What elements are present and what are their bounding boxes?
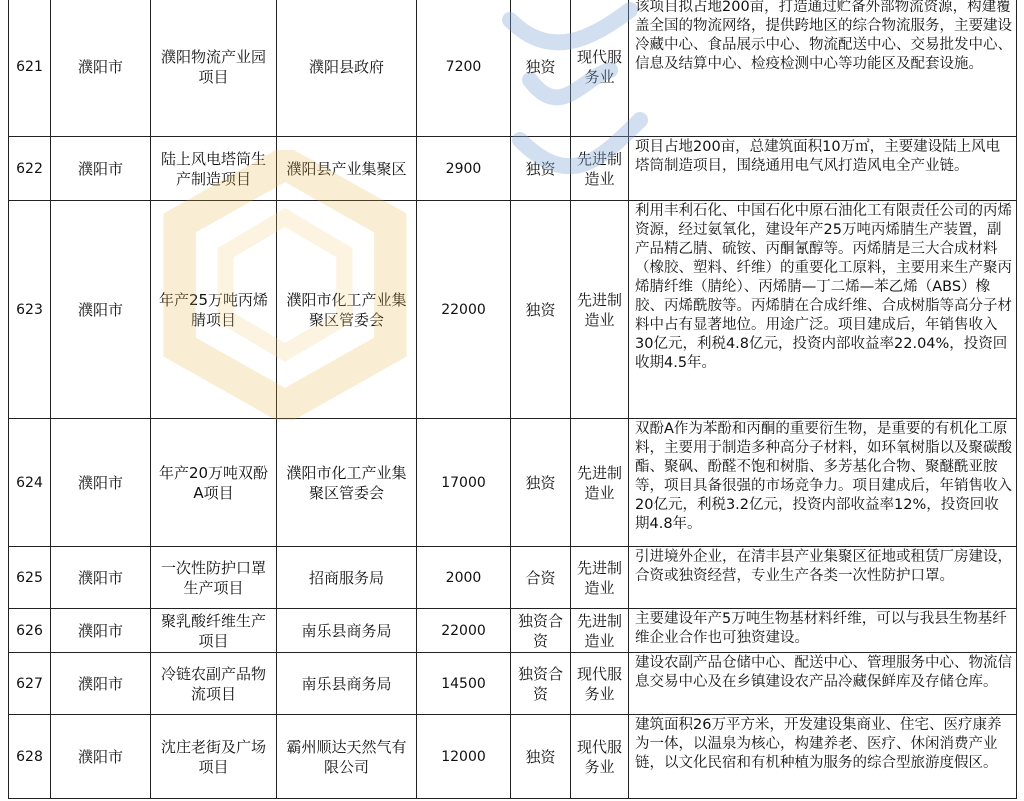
row-number: 622 xyxy=(9,137,51,201)
project-name-cell: 沈庄老街及广场项目 xyxy=(151,715,277,799)
city-cell: 濮阳市 xyxy=(51,609,151,653)
organization-cell: 濮阳市化工产业集聚区管委会 xyxy=(277,419,417,547)
table-row xyxy=(9,419,1017,547)
investment-amount-cell: 17000 xyxy=(417,419,511,547)
city-cell: 濮阳市 xyxy=(51,137,151,201)
city-cell: 濮阳市 xyxy=(51,419,151,547)
city-cell: 濮阳市 xyxy=(51,0,151,137)
description-cell: 项目占地200亩，总建筑面积10万㎡，主要建设陆上风电塔筒制造项目，围绕通用电气风打造风电全产业链。 xyxy=(629,137,1017,201)
cooperation-mode-cell: 独资 xyxy=(511,715,571,799)
project-name-cell: 年产25万吨丙烯腈项目 xyxy=(151,201,277,419)
industry-cell: 先进制造业 xyxy=(571,547,629,609)
row-number: 627 xyxy=(9,653,51,715)
description-cell: 主要建设年产5万吨生物基材料纤维，可以与我县生物基纤维企业合作也可独资建设。 xyxy=(629,609,1017,653)
city-cell: 濮阳市 xyxy=(51,547,151,609)
investment-amount-cell: 22000 xyxy=(417,609,511,653)
row-number: 625 xyxy=(9,547,51,609)
industry-cell: 先进制造业 xyxy=(571,201,629,419)
table-row xyxy=(9,653,1017,715)
organization-cell: 濮阳县政府 xyxy=(277,0,417,137)
table-row xyxy=(9,201,1017,419)
cooperation-mode-cell: 独资合资 xyxy=(511,609,571,653)
city-cell: 濮阳市 xyxy=(51,201,151,419)
organization-cell: 濮阳县产业集聚区 xyxy=(277,137,417,201)
industry-cell: 现代服务业 xyxy=(571,653,629,715)
city-cell: 濮阳市 xyxy=(51,715,151,799)
cooperation-mode-cell: 独资合资 xyxy=(511,653,571,715)
organization-cell: 濮阳市化工产业集聚区管委会 xyxy=(277,201,417,419)
project-name-cell: 年产20万吨双酚A项目 xyxy=(151,419,277,547)
project-table xyxy=(8,0,1017,799)
description-cell: 建设农副产品仓储中心、配送中心、管理服务中心、物流信息交易中心及在乡镇建设农产品冷藏保鲜库及存储仓库。 xyxy=(629,653,1017,715)
investment-amount-cell: 22000 xyxy=(417,201,511,419)
industry-cell: 先进制造业 xyxy=(571,609,629,653)
description-cell: 该项目拟占地200亩，打造通过贮备外部物流资源，构建覆盖全国的物流网络，提供跨地区的综合物流服务，主要建设冷藏中心、食品展示中心、物流配送中心、交易批发中心、信息及结算中心、检疫检测中心等功能区及配套设施。 xyxy=(629,0,1017,137)
table-row xyxy=(9,715,1017,799)
project-name-cell: 聚乳酸纤维生产项目 xyxy=(151,609,277,653)
project-name-cell: 濮阳物流产业园项目 xyxy=(151,0,277,137)
row-number: 621 xyxy=(9,0,51,137)
project-name-cell: 一次性防护口罩生产项目 xyxy=(151,547,277,609)
table-row xyxy=(9,547,1017,609)
organization-cell: 招商服务局 xyxy=(277,547,417,609)
investment-amount-cell: 12000 xyxy=(417,715,511,799)
table-row xyxy=(9,137,1017,201)
row-number: 624 xyxy=(9,419,51,547)
cooperation-mode-cell: 合资 xyxy=(511,547,571,609)
organization-cell: 霸州顺达天然气有限公司 xyxy=(277,715,417,799)
project-name-cell: 冷链农副产品物流项目 xyxy=(151,653,277,715)
investment-amount-cell: 14500 xyxy=(417,653,511,715)
investment-amount-cell: 2900 xyxy=(417,137,511,201)
investment-amount-cell: 7200 xyxy=(417,0,511,137)
organization-cell: 南乐县商务局 xyxy=(277,653,417,715)
table-row xyxy=(9,0,1017,137)
industry-cell: 先进制造业 xyxy=(571,137,629,201)
description-cell: 利用丰利石化、中国石化中原石油化工有限责任公司的丙烯资源，经过氨氧化，建设年产25万吨丙烯腈生产装置，副产品精乙腈、硫铵、丙酮氰醇等。丙烯腈是三大合成材料（橡胶、塑料、纤维）的重要化工原料，主要用来生产聚丙烯腈纤维（腈纶）、丙烯腈—丁二烯—苯乙烯（ABS）橡胶、丙烯酰胺等。丙烯腈在合成纤维、合成树脂等高分子材料中占有显著地位。用途广泛。项目建成后，年销售收入30亿元，利税4.8亿元，投资内部收益率22.04%，投资回收期4.5年。 xyxy=(629,201,1017,419)
cooperation-mode-cell: 独资 xyxy=(511,0,571,137)
investment-amount-cell: 2000 xyxy=(417,547,511,609)
industry-cell: 现代服务业 xyxy=(571,0,629,137)
cooperation-mode-cell: 独资 xyxy=(511,137,571,201)
organization-cell: 南乐县商务局 xyxy=(277,609,417,653)
industry-cell: 现代服务业 xyxy=(571,715,629,799)
city-cell: 濮阳市 xyxy=(51,653,151,715)
row-number: 626 xyxy=(9,609,51,653)
project-table-sheet xyxy=(8,0,1016,799)
row-number: 628 xyxy=(9,715,51,799)
table-row xyxy=(9,609,1017,653)
cooperation-mode-cell: 独资 xyxy=(511,201,571,419)
cooperation-mode-cell: 独资 xyxy=(511,419,571,547)
row-number: 623 xyxy=(9,201,51,419)
description-cell: 引进境外企业，在清丰县产业集聚区征地或租赁厂房建设，合资或独资经营，专业生产各类一次性防护口罩。 xyxy=(629,547,1017,609)
description-cell: 双酚A作为苯酚和丙酮的重要衍生物，是重要的有机化工原料，主要用于制造多种高分子材料，如环氧树脂以及聚碳酸酯、聚砜、酚醛不饱和树脂、多芳基化合物、聚醚酰亚胺等，项目具备很强的市场竞争力。项目建成后，年销售收入20亿元，利税3.2亿元，投资内部收益率12%，投资回收期4.8年。 xyxy=(629,419,1017,547)
industry-cell: 先进制造业 xyxy=(571,419,629,547)
description-cell: 建筑面积26万平方米，开发建设集商业、住宅、医疗康养为一体，以温泉为核心，构建养老、医疗、休闲消费产业链，以文化民宿和有机种植为服务的综合型旅游度假区。 xyxy=(629,715,1017,799)
project-name-cell: 陆上风电塔筒生产制造项目 xyxy=(151,137,277,201)
